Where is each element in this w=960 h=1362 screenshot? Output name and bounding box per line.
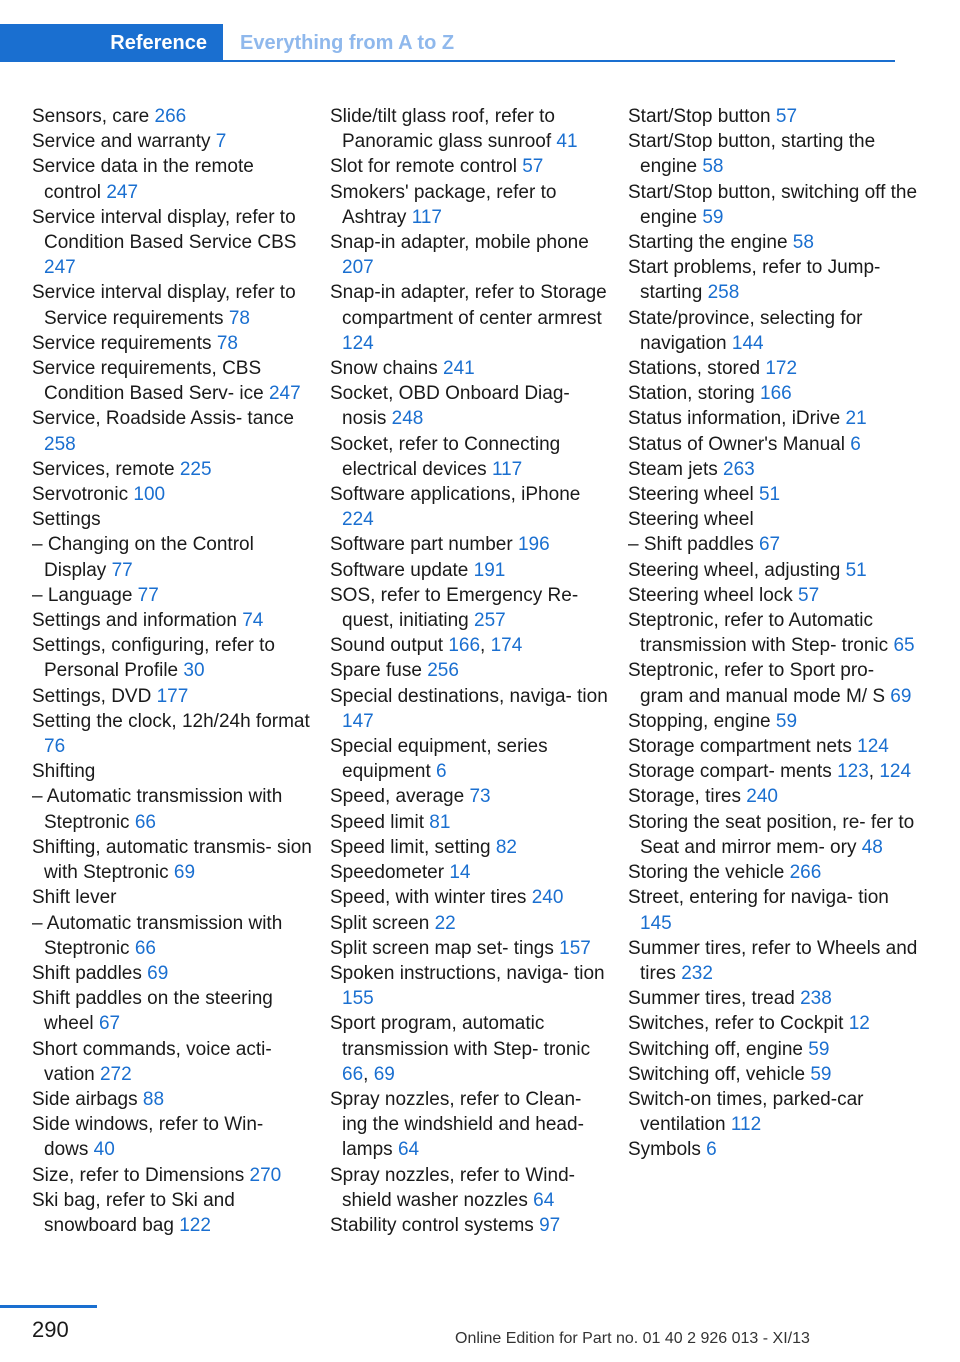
page-link[interactable]: 66 — [134, 811, 156, 833]
index-entry — [32, 482, 312, 507]
index-term: Size, refer to Dimensions — [32, 1164, 245, 1186]
index-entry — [628, 1062, 918, 1087]
page-link[interactable]: 100 — [133, 484, 166, 506]
index-entry: Sound output 166, 174 — [330, 635, 523, 657]
index-entry — [628, 180, 918, 230]
page-link[interactable]: 172 — [765, 358, 798, 380]
page-link[interactable]: 64 — [533, 1189, 555, 1211]
page-link[interactable]: 6 — [850, 433, 861, 455]
index-entry — [32, 406, 312, 456]
page-link[interactable]: 144 — [731, 332, 764, 354]
index-entry — [330, 1163, 610, 1213]
page-link[interactable]: 177 — [156, 685, 189, 707]
index-entry — [32, 986, 312, 1036]
index-entry — [330, 961, 610, 1011]
index-entry — [32, 1112, 312, 1162]
index-entry — [32, 835, 312, 885]
section-tab — [0, 24, 223, 62]
index-entry — [330, 180, 610, 230]
index-term: Slot for remote control — [330, 156, 517, 178]
index-entry — [330, 356, 610, 381]
index-entry — [628, 129, 918, 179]
index-term: Service requirements — [32, 332, 212, 354]
page-link[interactable]: 14 — [449, 862, 471, 884]
index-entry — [628, 104, 918, 129]
index-entry — [628, 986, 918, 1011]
index-entry — [330, 230, 610, 280]
page-link[interactable]: 232 — [681, 962, 713, 984]
index-term: Snap-in adapter, refer to Storage compartment of center armrest — [330, 282, 607, 329]
index-entry — [628, 583, 918, 608]
section-title: Reference — [110, 32, 207, 54]
index-entry — [32, 759, 312, 784]
index-entry: Storage compart‑ ments 123, 124 — [628, 761, 912, 783]
page-link[interactable]: 258 — [44, 433, 76, 455]
index-term: Status of Owner's Manual — [628, 433, 845, 455]
page-link[interactable]: 240 — [746, 786, 778, 808]
index-entry — [628, 1087, 918, 1137]
page-link[interactable]: 77 — [111, 559, 133, 581]
index-entry — [628, 432, 918, 457]
index-entry — [32, 784, 312, 834]
page-link[interactable]: 225 — [179, 458, 212, 480]
index-term: Software applications, iPhone — [330, 484, 581, 506]
index-term: Software update — [330, 559, 469, 581]
index-entry: Sport program, automatic transmission with Step‑ tronic 66, 69 — [330, 1013, 591, 1085]
index-term: Start/Stop button, starting the engine — [628, 131, 876, 178]
page-link[interactable]: 247 — [44, 257, 76, 279]
page-link[interactable]: 123 — [837, 761, 869, 783]
index-term: Steptronic, refer to Automatic transmission with Step‑ tronic — [628, 610, 889, 657]
page-link[interactable]: 224 — [342, 509, 374, 531]
index-entry — [32, 1087, 312, 1112]
index-term: Steering wheel — [628, 484, 754, 506]
index-term: Storage compartment nets — [628, 736, 852, 758]
index-entry — [330, 885, 610, 910]
index-entry — [330, 432, 610, 482]
index-entry — [330, 684, 610, 734]
page-link[interactable]: 73 — [469, 786, 491, 808]
index-entry — [32, 457, 312, 482]
index-term: Start/Stop button — [628, 106, 771, 127]
page-link[interactable]: 207 — [342, 257, 374, 279]
index-term: Stations, stored — [628, 358, 761, 380]
index-term: Side windows, refer to Win‑ dows — [32, 1114, 264, 1161]
index-term: Smokers' package, refer to Ashtray — [330, 181, 557, 228]
index-entry — [32, 1188, 312, 1238]
page-link[interactable]: 117 — [411, 206, 442, 228]
index-term: – Shift paddles — [628, 534, 754, 556]
page-link[interactable]: 51 — [758, 484, 781, 506]
edition-note: Online Edition for Part no. 01 40 2 926 013 - XI/13 — [455, 1330, 810, 1347]
index-entry — [628, 457, 918, 482]
page-link[interactable]: 76 — [44, 736, 66, 758]
index-term: Storing the seat position, re‑ fer to Seat and mirror mem‑ ory — [628, 811, 915, 858]
index-entry — [330, 784, 610, 809]
index-term: – Automatic transmission with Steptronic — [32, 786, 283, 833]
index-entry — [628, 885, 918, 935]
index-term: Steptronic, refer to Sport pro‑ gram and manual mode M/ S — [628, 660, 886, 707]
page-link[interactable]: 78 — [228, 307, 250, 329]
index-term: Steering wheel — [628, 509, 754, 531]
page-link[interactable]: 166 — [448, 635, 481, 657]
index-term: Service, Roadside Assis‑ tance — [32, 408, 294, 430]
index-entry — [330, 658, 610, 683]
index-entry — [628, 230, 918, 255]
index-entry — [628, 1037, 918, 1062]
index-term: Spare fuse — [330, 660, 422, 682]
index-entry — [628, 406, 918, 431]
index-term: Service interval display, refer to Service requirements — [32, 282, 296, 329]
index-term: Services, remote — [32, 458, 175, 480]
index-term: Shifting, automatic transmis‑ sion with Steptronic — [32, 836, 312, 884]
index-entry — [628, 532, 918, 557]
page-link[interactable]: 157 — [559, 937, 591, 959]
index-term: Sport program, automatic transmission with Step‑ tronic — [330, 1013, 591, 1060]
index-term: Split screen — [330, 912, 430, 934]
footer-rule — [0, 1305, 97, 1308]
index-column-1 — [32, 104, 312, 1238]
index-entry — [330, 911, 610, 936]
index-entry — [628, 1011, 918, 1036]
page-link[interactable]: 57 — [522, 156, 544, 178]
index-entry — [628, 1137, 918, 1162]
index-term: Speed limit — [330, 811, 424, 833]
page-link[interactable]: 59 — [808, 1038, 830, 1060]
page-link[interactable]: 196 — [517, 534, 550, 556]
index-term: Settings, DVD — [32, 685, 152, 707]
index-entry — [32, 280, 312, 330]
index-term: Settings and information — [32, 610, 237, 632]
index-term: State/province, selecting for navigation — [628, 307, 863, 354]
page-link[interactable]: 77 — [137, 584, 159, 606]
page-link[interactable]: 97 — [539, 1214, 561, 1236]
page-link[interactable]: 12 — [848, 1013, 870, 1035]
index-term: Symbols — [628, 1139, 701, 1161]
index-entry — [32, 331, 312, 356]
page-link[interactable]: 117 — [491, 458, 523, 480]
page-link[interactable]: 22 — [434, 912, 456, 934]
index-entry — [628, 482, 918, 507]
page-link[interactable]: 66 — [134, 937, 156, 959]
index-term: Status information, iDrive — [628, 408, 841, 430]
page-link[interactable]: 258 — [707, 282, 740, 304]
index-term: Shifting — [32, 761, 96, 783]
index-term: Shift lever — [32, 887, 117, 909]
page-link[interactable]: 122 — [179, 1214, 211, 1236]
index-term: Steam jets — [628, 458, 718, 480]
index-term: Socket, OBD Onboard Diag‑ nosis — [330, 383, 570, 430]
page-link[interactable]: 69 — [147, 962, 169, 984]
page-link[interactable]: 266 — [789, 862, 822, 884]
page-link[interactable]: 147 — [342, 710, 374, 732]
page-link[interactable]: 57 — [798, 584, 820, 606]
index-entry — [628, 381, 918, 406]
index-entry — [32, 104, 312, 129]
index-term: Split screen map set‑ tings — [330, 937, 554, 959]
page-link[interactable]: 59 — [810, 1063, 832, 1085]
index-term: Speedometer — [330, 862, 445, 884]
page-link[interactable]: 69 — [373, 1063, 395, 1085]
index-term: Spray nozzles, refer to Wind‑ shield washer nozzles — [330, 1164, 575, 1211]
page-link[interactable]: 247 — [268, 383, 301, 405]
index-term: Steering wheel, adjusting — [628, 559, 841, 581]
index-entry — [330, 482, 610, 532]
index-term: Speed limit, setting — [330, 836, 491, 858]
index-term: Short commands, voice acti‑ vation — [32, 1038, 272, 1085]
index-term: Service requirements, CBS Condition Based Serv‑ ice — [32, 358, 264, 405]
page-link[interactable]: 69 — [890, 685, 912, 707]
index-term: Shift paddles on the steering wheel — [32, 988, 273, 1035]
index-entry — [32, 154, 312, 204]
page-link[interactable]: 124 — [342, 332, 374, 354]
page-header — [0, 24, 895, 62]
page-link[interactable]: 248 — [391, 408, 424, 430]
index-term: Slide/tilt glass roof, refer to Panoramic glass sunroof — [330, 106, 555, 153]
index-term: Software part number — [330, 534, 513, 556]
page-link[interactable]: 6 — [706, 1139, 717, 1161]
page-link[interactable]: 78 — [216, 332, 238, 354]
page-link[interactable]: 59 — [702, 206, 724, 228]
index-entry — [628, 306, 918, 356]
index-entry — [330, 381, 610, 431]
index-entry — [32, 911, 312, 961]
page-link[interactable]: 240 — [531, 887, 564, 909]
page-link[interactable]: 247 — [106, 181, 139, 203]
index-entry — [330, 810, 610, 835]
index-entry — [628, 558, 918, 583]
index-entry — [628, 356, 918, 381]
index-entry — [628, 734, 918, 759]
index-entry — [628, 709, 918, 734]
page-link[interactable]: 266 — [154, 106, 187, 127]
index-entry — [330, 860, 610, 885]
index-entry — [628, 810, 918, 860]
page-link[interactable]: 41 — [556, 131, 578, 153]
index-term: Street, entering for naviga‑ tion — [628, 887, 889, 909]
index-entry — [330, 154, 610, 179]
page-link[interactable]: 263 — [723, 458, 755, 480]
index-term: Switching off, engine — [628, 1038, 803, 1060]
index-entry — [330, 835, 610, 860]
index-term: – Changing on the Control Display — [32, 534, 254, 581]
page-link[interactable]: 66 — [342, 1063, 364, 1085]
index-term: Start/Stop button, switching off the engine — [628, 181, 918, 228]
page-link[interactable]: 21 — [845, 408, 867, 430]
index-term: Storage compart‑ ments — [628, 761, 832, 783]
index-entry — [330, 734, 610, 784]
index-entry — [32, 709, 312, 759]
index-term: Sensors, care — [32, 106, 150, 127]
page-link[interactable]: 81 — [429, 811, 451, 833]
index-entry — [32, 205, 312, 281]
index-entry — [628, 784, 918, 809]
index-entry — [330, 280, 610, 356]
index-term: Settings, configuring, refer to Personal Profile — [32, 635, 275, 682]
page-number: 290 — [32, 1317, 69, 1342]
page-link[interactable]: 272 — [99, 1063, 132, 1085]
index-term: Service data in the remote control — [32, 156, 254, 203]
page-link[interactable]: 74 — [242, 610, 264, 632]
index-term: Setting the clock, 12h/24h format — [32, 710, 310, 732]
index-term: – Language — [32, 584, 133, 606]
index-entry — [32, 961, 312, 986]
index-term: Stopping, engine — [628, 710, 771, 732]
page-link[interactable]: 59 — [775, 710, 798, 732]
index-term: Storing the vehicle — [628, 862, 785, 884]
index-entry — [32, 129, 312, 154]
page-link[interactable]: 241 — [443, 358, 475, 380]
page-link[interactable]: 7 — [215, 131, 227, 153]
index-term: Summer tires, refer to Wheels and tires — [628, 937, 918, 984]
page-link[interactable]: 155 — [342, 988, 374, 1010]
index-entry — [32, 1163, 312, 1188]
index-term: Switching off, vehicle — [628, 1063, 806, 1085]
page-link[interactable]: 124 — [879, 761, 912, 783]
index-entry — [628, 658, 918, 708]
index-entry — [32, 532, 312, 582]
index-term: Ski bag, refer to Ski and snowboard bag — [32, 1189, 235, 1236]
index-term: Start problems, refer to Jump-starting — [628, 257, 881, 304]
index-entry — [32, 583, 312, 608]
section-subtitle: Everything from A to Z — [240, 32, 455, 54]
index-entry — [330, 104, 610, 154]
index-entry — [32, 684, 312, 709]
index-entry — [628, 507, 918, 532]
index-term: Speed, with winter tires — [330, 887, 527, 909]
index-term: Side airbags — [32, 1088, 138, 1110]
page-link[interactable]: 51 — [845, 559, 867, 581]
index-term: Settings — [32, 509, 101, 531]
index-entry — [330, 583, 610, 633]
page-link[interactable]: 270 — [249, 1164, 282, 1186]
page-link[interactable]: 58 — [792, 232, 814, 254]
index-term: Servotronic — [32, 484, 129, 506]
page-link[interactable]: 82 — [495, 836, 517, 858]
index-entry — [32, 507, 312, 532]
index-term: Shift paddles — [32, 962, 142, 984]
page-link[interactable]: 6 — [436, 761, 447, 783]
page-link[interactable]: 145 — [640, 912, 672, 934]
page-link[interactable]: 166 — [760, 383, 792, 405]
page-link[interactable]: 48 — [861, 836, 883, 858]
index-term: Switches, refer to Cockpit — [628, 1013, 844, 1035]
index-entry — [628, 255, 918, 305]
index-term: Steering wheel lock — [628, 584, 793, 606]
index-term: SOS, refer to Emergency Re‑ quest, initiating — [330, 584, 579, 632]
page-link[interactable]: 67 — [758, 534, 781, 556]
page-link[interactable]: 174 — [490, 635, 523, 657]
page-link[interactable]: 30 — [183, 660, 205, 682]
index-entry — [330, 936, 610, 961]
index-term: Starting the engine — [628, 232, 788, 254]
index-term: Special equipment, series equipment — [330, 736, 548, 783]
page-link[interactable]: 88 — [142, 1088, 165, 1110]
index-term: Service and warranty — [32, 131, 211, 153]
index-term: Spray nozzles, refer to Clean‑ ing the windshield and head‑ lamps — [330, 1088, 584, 1161]
page-link[interactable]: 256 — [427, 660, 459, 682]
index-entry — [628, 860, 918, 885]
index-entry — [32, 1037, 312, 1087]
index-term: Special destinations, naviga‑ tion — [330, 685, 608, 707]
index-entry — [628, 608, 918, 658]
index-entry — [32, 633, 312, 683]
page-link[interactable]: 40 — [93, 1139, 115, 1161]
page-link[interactable]: 57 — [775, 106, 798, 127]
index-entry — [628, 936, 918, 986]
page-link[interactable]: 67 — [98, 1013, 121, 1035]
index-entry — [32, 608, 312, 633]
index-term: Speed, average — [330, 786, 465, 808]
page-link[interactable]: 69 — [173, 862, 196, 884]
index-term: Switch-on times, parked-car ventilation — [628, 1088, 864, 1136]
header-rule — [223, 60, 895, 62]
page-link[interactable]: 58 — [702, 156, 724, 178]
index-entry — [330, 1213, 610, 1238]
page-link[interactable]: 64 — [397, 1139, 420, 1161]
page-link[interactable]: 65 — [893, 635, 915, 657]
index-term: Socket, refer to Connecting electrical devices — [330, 433, 561, 480]
page-link[interactable]: 124 — [857, 736, 889, 758]
page-link[interactable]: 191 — [473, 559, 506, 581]
page-link[interactable]: 257 — [474, 610, 506, 632]
index-term: Spoken instructions, naviga‑ tion — [330, 962, 605, 984]
index-column-2 — [330, 104, 610, 1238]
page-link[interactable]: 112 — [730, 1114, 762, 1136]
index-term: Summer tires, tread — [628, 988, 795, 1010]
index-term: Sound output — [330, 635, 444, 657]
index-term: Station, storing — [628, 383, 755, 405]
index-entry — [330, 532, 610, 557]
index-entry — [32, 885, 312, 910]
index-column-3 — [628, 104, 918, 1163]
index-entry — [330, 1087, 610, 1163]
index-term: Snow chains — [330, 358, 438, 380]
index-term: – Automatic transmission with Steptronic — [32, 912, 283, 959]
index-entry — [32, 356, 312, 406]
index-term: Service interval display, refer to Condition Based Service CBS — [32, 206, 297, 254]
page-link[interactable]: 238 — [800, 988, 832, 1010]
index-term: Storage, tires — [628, 786, 741, 808]
index-term: Stability control systems — [330, 1214, 534, 1236]
index-term: Snap-in adapter, mobile phone — [330, 232, 589, 254]
index-entry — [330, 558, 610, 583]
